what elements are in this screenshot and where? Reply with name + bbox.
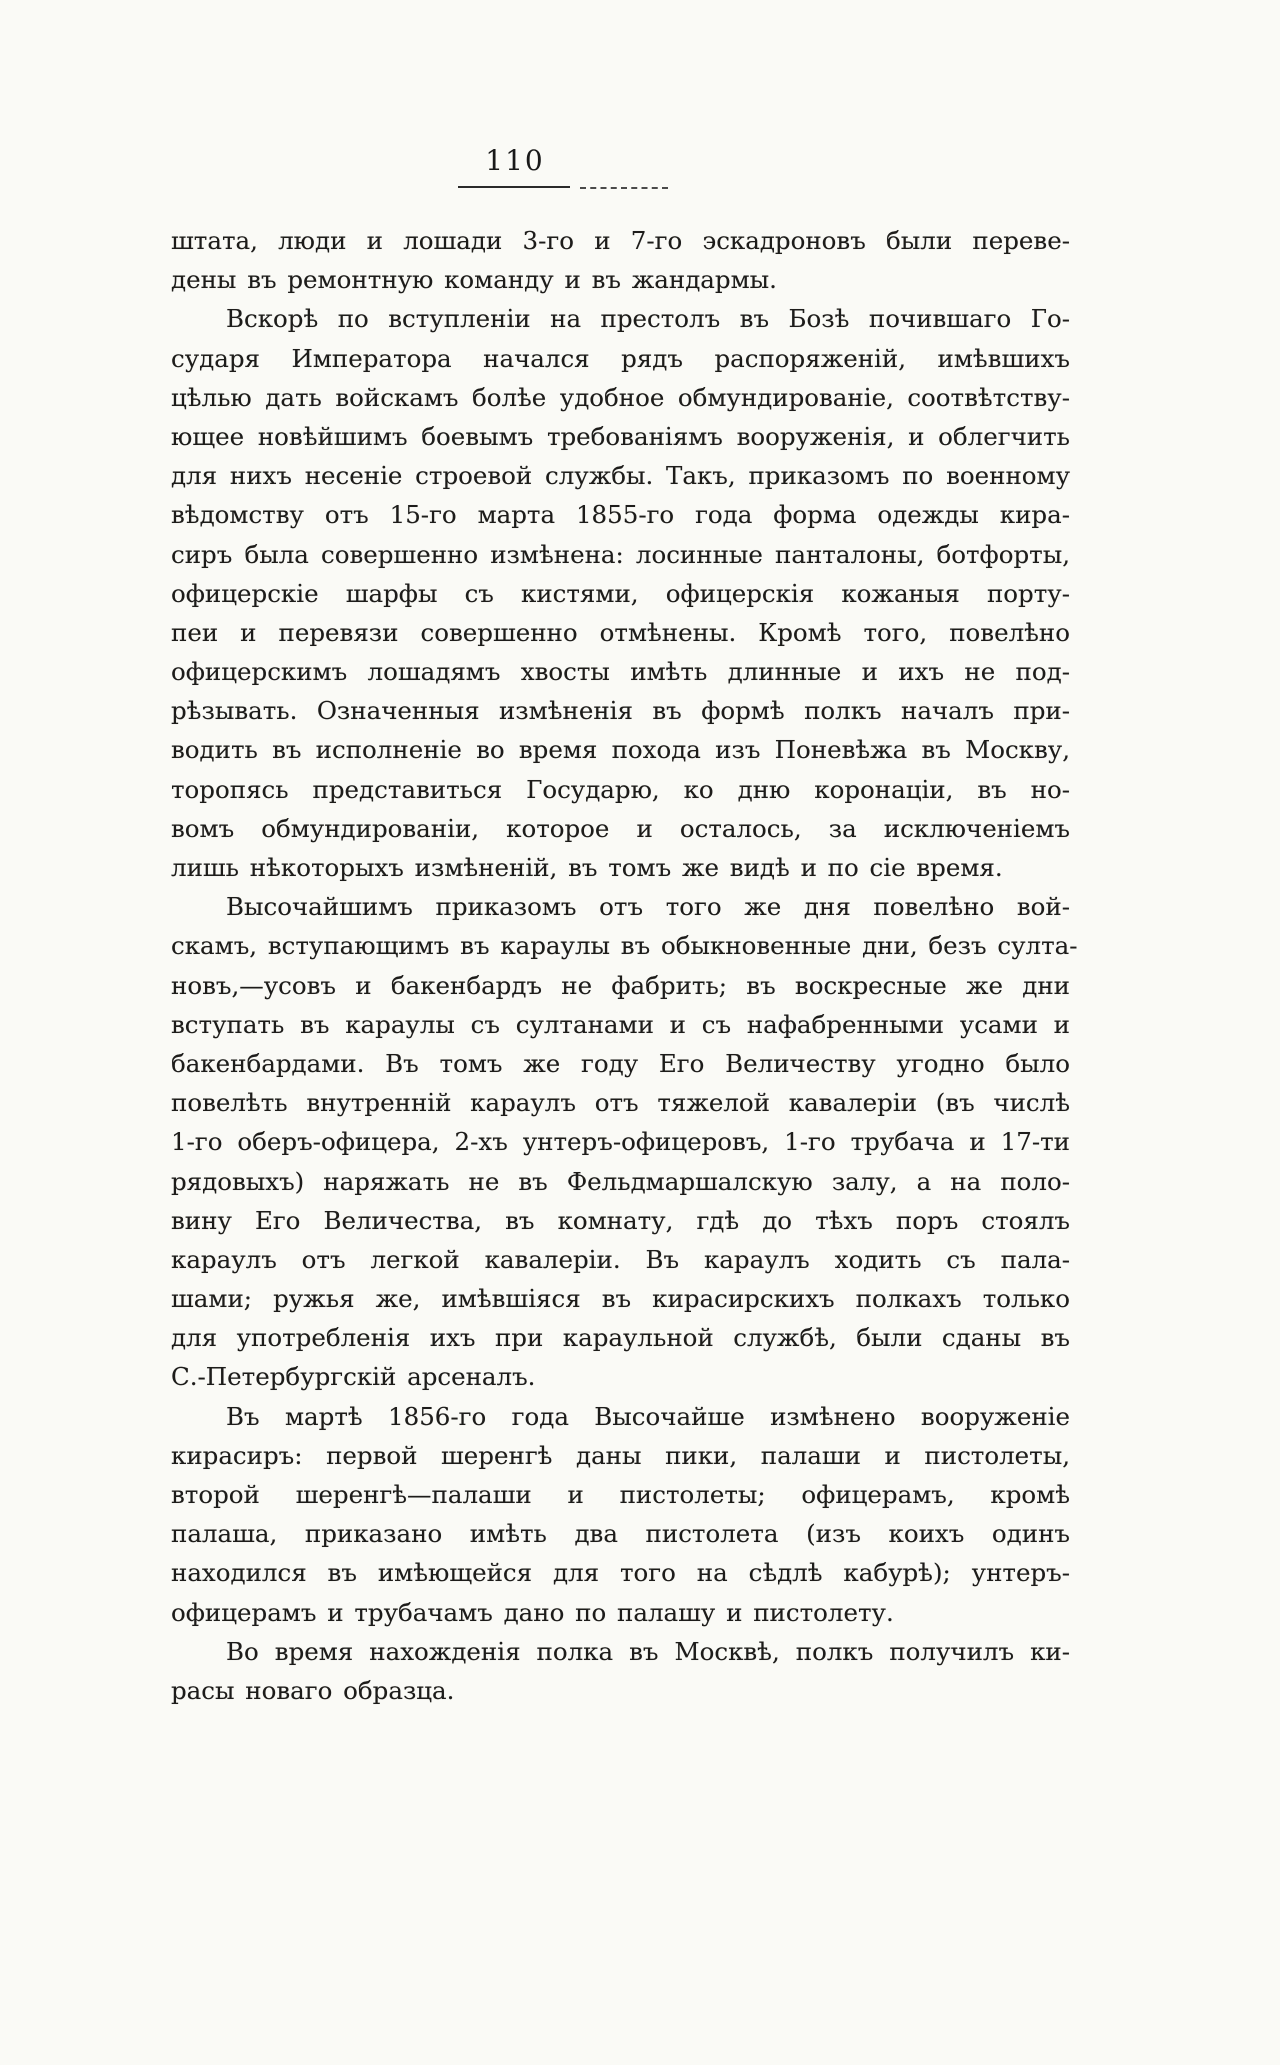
text-line: бакенбардами. Въ томъ же году Его Величеству угодно было	[171, 1048, 1070, 1078]
text-line: шами; ружья же, имѣвшіяся въ кирасирскихъ полкахъ только	[171, 1284, 1070, 1314]
text-line: С.-Петербургскій арсеналъ.	[171, 1362, 536, 1392]
text-line: цѣлью дать войскамъ болѣе удобное обмундированіе, соотвѣтству-	[171, 382, 1070, 412]
page-number: 110	[485, 144, 545, 177]
text-line: находился въ имѣющейся для того на сѣдлѣ кабурѣ); унтеръ-	[171, 1558, 1070, 1588]
page-number-rule	[458, 186, 678, 190]
text-line: штата, люди и лошади 3-го и 7-го эскадроновъ были переве-	[171, 226, 1070, 255]
text-line: палаша, приказано имѣть два пистолета (изъ коихъ одинъ	[171, 1519, 1070, 1549]
text-line: Въ мартѣ 1856-го года Высочайше измѣнено вооруженіе	[226, 1401, 1070, 1431]
text-line: для употребленія ихъ при караульной службѣ, были сданы въ	[171, 1323, 1070, 1353]
text-line: скамъ, вступающимъ въ караулы въ обыкновенные дни, безъ султа-	[171, 931, 1078, 961]
text-line: водить въ исполненіе во время похода изъ Поневѣжа въ Москву,	[171, 735, 1070, 765]
text-line: офицерамъ и трубачамъ дано по палашу и пистолету.	[171, 1597, 894, 1627]
text-line: пеи и перевязи совершенно отмѣнены. Кромѣ того, повелѣно	[171, 617, 1070, 647]
text-line: рядовыхъ) наряжать не въ Фельдмаршалскую залу, а на поло-	[171, 1166, 1070, 1196]
text-line: Во время нахожденія полка въ Москвѣ, полкъ получилъ ки-	[226, 1636, 1070, 1666]
text-line: второй шеренгѣ—палаши и пистолеты; офицерамъ, кромѣ	[171, 1480, 1070, 1509]
text-line: офицерскимъ лошадямъ хвосты имѣть длинные и ихъ не под-	[171, 657, 1070, 687]
text-line: 1-го оберъ-офицера, 2-хъ унтеръ-офицеровъ, 1-го трубача и 17-ти	[171, 1127, 1070, 1157]
text-line: офицерскіе шарфы съ кистями, офицерскія кожаныя порту-	[171, 578, 1070, 608]
text-line: торопясь представиться Государю, ко дню коронаціи, въ но-	[171, 774, 1070, 804]
text-line: вступать въ караулы съ султанами и съ нафабренными усами и	[171, 1009, 1070, 1039]
text-line: повелѣть внутренній караулъ отъ тяжелой кавалеріи (въ числѣ	[171, 1088, 1070, 1118]
text-line: новъ,—усовъ и бакенбардъ не фабрить; въ воскресные же дни	[171, 970, 1070, 1000]
rule-dashed-segment	[580, 187, 668, 189]
text-line: расы новаго образца.	[171, 1675, 455, 1705]
text-line: дены въ ремонтную команду и въ жандармы.	[171, 265, 777, 295]
text-line: караулъ отъ легкой кавалеріи. Въ караулъ ходить съ пала-	[171, 1244, 1070, 1274]
text-line: вѣдомству отъ 15-го марта 1855-го года форма одежды кира-	[171, 500, 1070, 530]
text-line: сударя Императора начался рядъ распоряженій, имѣвшихъ	[171, 343, 1070, 373]
text-line: кирасиръ: первой шеренгѣ даны пики, палаши и пистолеты,	[171, 1440, 1070, 1470]
text-line: сиръ была совершенно измѣнена: лосинные панталоны, ботфорты,	[171, 539, 1070, 569]
text-line: лишь нѣкоторыхъ измѣненій, въ томъ же видѣ и по сіе время.	[171, 853, 1003, 882]
rule-solid-segment	[458, 186, 570, 188]
text-line: вомъ обмундированіи, которое и осталось, за исключеніемъ	[171, 813, 1070, 843]
text-line: вину Его Величества, въ комнату, гдѣ до тѣхъ поръ стоялъ	[171, 1205, 1070, 1235]
text-line: Высочайшимъ приказомъ отъ того же дня повелѣно вой-	[226, 892, 1070, 922]
text-line: ющее новѣйшимъ боевымъ требованіямъ вооруженія, и облегчить	[171, 421, 1070, 451]
text-line: Вскорѣ по вступленіи на престолъ въ Бозѣ почившаго Го-	[226, 304, 1070, 334]
text-block	[171, 221, 1078, 1710]
text-line: рѣзывать. Означенныя измѣненія въ формѣ полкъ началъ при-	[171, 696, 1070, 726]
text-line: для нихъ несеніе строевой службы. Такъ, приказомъ по военному	[171, 461, 1070, 491]
